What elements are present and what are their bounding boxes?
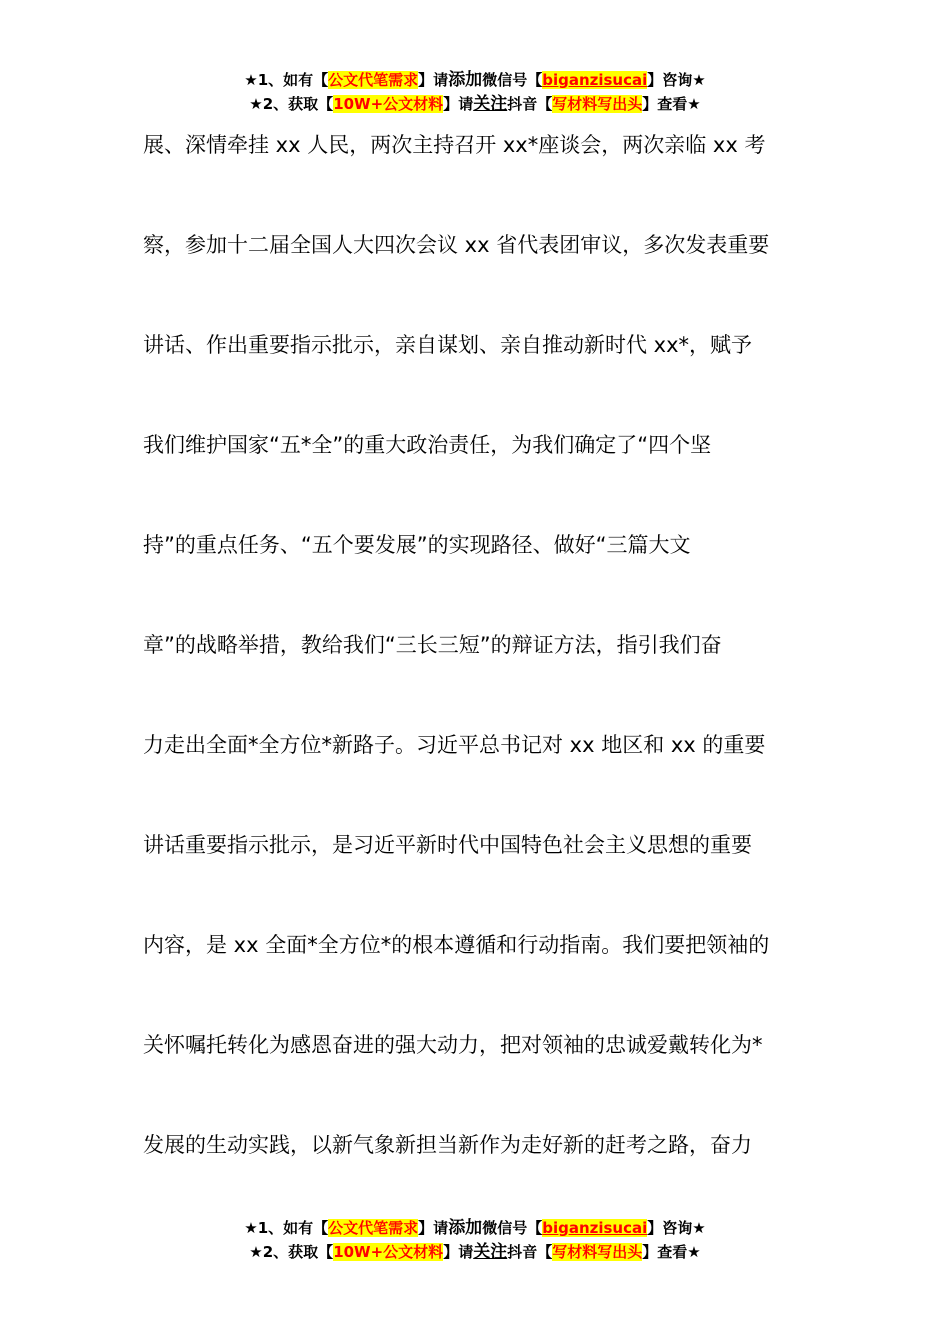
body-line: 我们维护国家“五*全”的重大政治责任，为我们确定了“四个坚 [143,433,712,457]
body-line: 讲话、作出重要指示批示，亲自谋划、亲自推动新时代 xx*，赋予 [143,333,753,357]
banner-text: ★1、如有【 [244,1219,329,1237]
body-line: 持”的重点任务、“五个要发展”的实现路径、做好“三篇大文 [143,533,691,557]
banner-highlight-wechat-id: biganzisucai [542,1219,648,1237]
body-line: 关怀嘱托转化为感恩奋进的强大动力，把对领袖的忠诚爱戴转化为* [143,1033,763,1057]
banner-text-emphasis: 添加 [448,70,483,90]
banner-highlight-douyin: 写材料写出头 [552,95,643,113]
banner-line-2 [0,1240,950,1264]
banner-text: 】查看★ [642,1243,701,1261]
document-body [143,120,813,1220]
banner-text: 】请 [443,95,474,113]
body-line: 章”的战略举措，教给我们“三长三短”的辩证方法，指引我们奋 [143,633,722,657]
banner-text: 】咨询★ [647,1219,706,1237]
banner-text: 】请 [418,1219,449,1237]
body-line: 展、深情牵挂 xx 人民，两次主持召开 xx*座谈会，两次亲临 xx 考 [143,133,766,157]
banner-text: 抖音【 [507,1243,553,1261]
body-line: 力走出全面*全方位*新路子。习近平总书记对 xx 地区和 xx 的重要 [143,733,766,757]
body-line: 讲话重要指示批示，是习近平新时代中国特色社会主义思想的重要 [143,833,752,857]
banner-highlight-douyin: 写材料写出头 [552,1243,643,1261]
banner-highlight-materials: 10W+公文材料 [333,1243,444,1261]
header-banner [0,68,950,116]
banner-line-1 [0,68,950,92]
banner-highlight-service: 公文代笔需求 [328,71,419,89]
banner-text-emphasis: 关注 [473,94,508,114]
banner-highlight-materials: 10W+公文材料 [333,95,444,113]
banner-text: 微信号【 [482,1219,543,1237]
banner-text: 微信号【 [482,71,543,89]
body-line: 发展的生动实践，以新气象新担当新作为走好新的赶考之路，奋力 [143,1133,752,1157]
banner-text: ★2、获取【 [249,1243,334,1261]
footer-banner [0,1216,950,1264]
banner-text: 】咨询★ [647,71,706,89]
banner-highlight-wechat-id: biganzisucai [542,71,648,89]
banner-line-2 [0,92,950,116]
banner-text: ★1、如有【 [244,71,329,89]
banner-text-emphasis: 关注 [473,1242,508,1262]
banner-text: 】请 [418,71,449,89]
banner-text-emphasis: 添加 [448,1218,483,1238]
banner-text: ★2、获取【 [249,95,334,113]
banner-text: 】请 [443,1243,474,1261]
banner-text: 抖音【 [507,95,553,113]
body-line: 内容，是 xx 全面*全方位*的根本遵循和行动指南。我们要把领袖的 [143,933,770,957]
banner-highlight-service: 公文代笔需求 [328,1219,419,1237]
banner-line-1 [0,1216,950,1240]
body-line: 察，参加十二届全国人大四次会议 xx 省代表团审议，多次发表重要 [143,233,770,257]
banner-text: 】查看★ [642,95,701,113]
